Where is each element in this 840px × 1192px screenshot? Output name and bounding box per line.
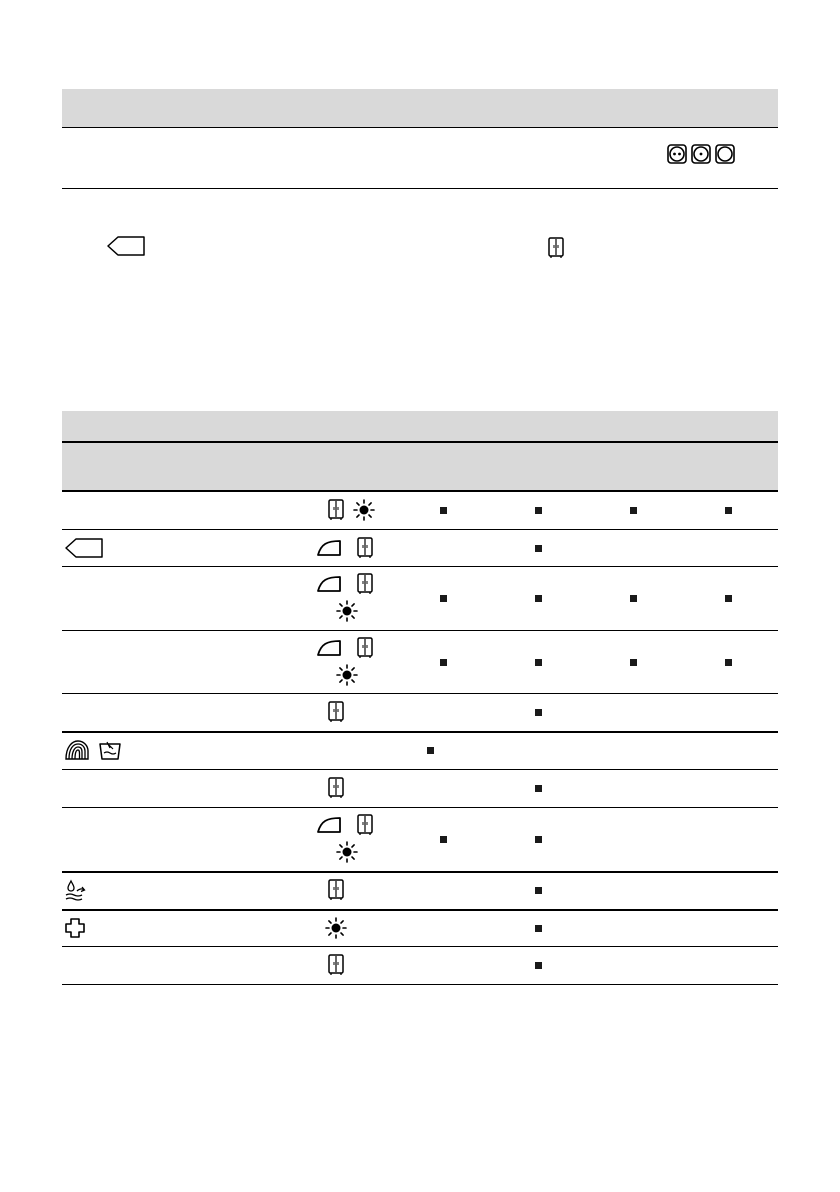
compat-mark — [535, 887, 542, 894]
wardrobe-icon — [327, 954, 345, 976]
row-rule — [62, 946, 778, 947]
tag-label-icon — [64, 537, 104, 559]
row-rule — [62, 693, 778, 694]
compat-mark — [535, 545, 542, 552]
row-rule — [62, 731, 778, 733]
compat-mark — [725, 507, 732, 514]
row-rule — [62, 909, 778, 911]
compat-mark — [535, 925, 542, 932]
wardrobe-icon — [327, 777, 345, 799]
tag-label-icon — [106, 235, 146, 257]
sun-icon — [336, 841, 358, 863]
compat-mark — [630, 507, 637, 514]
compat-mark — [535, 595, 542, 602]
dry-level-1-dot-icon — [691, 144, 711, 164]
dry-level-2-dots-icon — [667, 144, 687, 164]
iron-icon — [316, 638, 342, 658]
top-table-header-rule — [62, 127, 778, 128]
row-rule — [62, 566, 778, 567]
wardrobe-icon — [356, 814, 374, 836]
compat-mark — [535, 709, 542, 716]
dry-level-0-dots-icon — [715, 144, 735, 164]
top-table-bottom-rule — [62, 188, 778, 189]
wardrobe-icon — [356, 573, 374, 595]
compat-mark — [630, 659, 637, 666]
compat-mark — [535, 507, 542, 514]
wardrobe-icon — [547, 237, 565, 259]
program-table-subheader — [62, 443, 778, 490]
wool-icon — [64, 739, 90, 761]
compat-mark — [535, 659, 542, 666]
cross-care-icon — [64, 917, 86, 939]
compat-mark — [440, 659, 447, 666]
compat-mark — [630, 595, 637, 602]
wardrobe-icon — [327, 701, 345, 723]
hand-wash-icon — [98, 739, 122, 761]
sun-icon — [353, 499, 375, 521]
compat-mark — [440, 595, 447, 602]
compat-mark — [535, 836, 542, 843]
compat-mark — [440, 507, 447, 514]
row-rule — [62, 807, 778, 808]
iron-icon — [316, 815, 342, 835]
compat-mark — [440, 836, 447, 843]
compat-mark — [427, 747, 434, 754]
refresh-steam-icon — [64, 879, 88, 901]
wardrobe-icon — [327, 499, 345, 521]
program-table-subheader-rule — [62, 490, 778, 492]
sun-icon — [336, 600, 358, 622]
compat-mark — [535, 785, 542, 792]
row-rule — [62, 871, 778, 873]
wardrobe-icon — [327, 879, 345, 901]
compat-mark — [725, 595, 732, 602]
wardrobe-icon — [356, 537, 374, 559]
program-table-header — [62, 411, 778, 441]
top-table-header — [62, 89, 778, 127]
row-rule — [62, 529, 778, 530]
row-rule — [62, 630, 778, 631]
row-rule — [62, 769, 778, 770]
iron-icon — [316, 574, 342, 594]
dry-level-icons — [667, 142, 737, 168]
iron-icon — [316, 538, 342, 558]
sun-icon — [325, 917, 347, 939]
compat-mark — [725, 659, 732, 666]
wardrobe-icon — [356, 637, 374, 659]
compat-mark — [535, 962, 542, 969]
row-rule — [62, 984, 778, 985]
sun-icon — [336, 664, 358, 686]
